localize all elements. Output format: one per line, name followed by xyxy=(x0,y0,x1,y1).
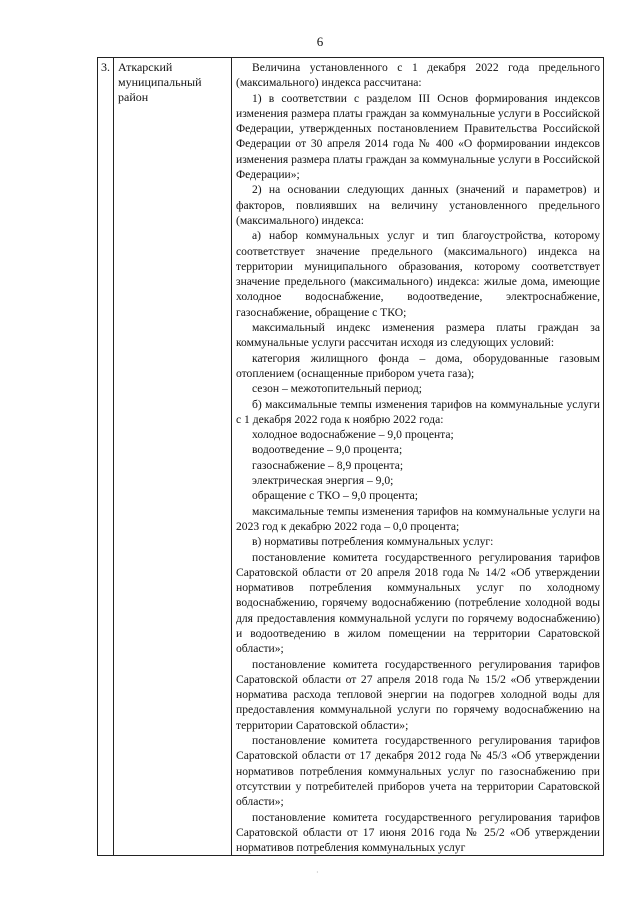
scan-mark: · xyxy=(316,868,319,877)
row-content xyxy=(232,58,604,856)
table-row xyxy=(98,58,604,856)
paragraph: а) набор коммунальных услуг и тип благоустройства, которому соответствует значение предельного (максимального) индекса на территории муниципального образования, которому соответствует значение предельного (максимального) индекса: жилые дома, имеющие холодное водоснабжение, водоотведение, электроснабжение, газоснабжение, обращение с ТКО; xyxy=(236,229,600,319)
paragraph: постановление комитета государственного регулирования тарифов Саратовской области от 17 декабря 2012 года № 45/3 «Об утверждении нормативов потребления коммунальных услуг по газоснабжению при отсутствии у потребителей приборов учета на территории Саратовской области»; xyxy=(236,734,600,809)
paragraph: постановление комитета государственного регулирования тарифов Саратовской области от 17 июня 2016 года № 25/2 «Об утверждении нормативов потребления коммунальных услуг xyxy=(236,810,600,855)
paragraph: 2) на основании следующих данных (значений и параметров) и факторов, повлиявших на величину установленного предельного (максимального) индекса: xyxy=(236,183,600,227)
paragraph: максимальный индекс изменения размера платы граждан за коммунальные услуги рассчитан исходя из следующих условий: xyxy=(236,321,600,350)
paragraph: водоотведение – 9,0 процента; xyxy=(252,443,403,457)
paragraph: категория жилищного фонда – дома, оборудованные газовым отоплением (оснащенные прибором учета газа); xyxy=(236,351,600,380)
paragraph: 1) в соответствии с разделом III Основ формирования индексов изменения размера платы граждан за коммунальные услуги в Российской Федерации, утвержденных постановлением Правительства Российской Федерации от 30 апреля 2014 года № 400 «О формировании индексов изменения размера платы граждан за коммунальные услуги в Российской Федерации»; xyxy=(236,91,600,182)
paragraph: б) максимальные темпы изменения тарифов на коммунальные услуги с 1 декабря 2022 года к ноябрю 2022 года: xyxy=(236,397,600,426)
paragraph: сезон – межотопительный период; xyxy=(252,382,422,396)
paragraph: максимальные темпы изменения тарифов на коммунальные услуги на 2023 год к декабрю 2022 года – 0,0 процента; xyxy=(236,504,600,533)
page-number: 6 xyxy=(316,34,324,49)
municipality-name: Аткарский муниципальный район xyxy=(114,58,232,856)
index-table xyxy=(97,57,604,856)
paragraph: Величина установленного с 1 декабря 2022 года предельного (максимального) индекса рассчитана: xyxy=(236,61,600,90)
paragraph: постановление комитета государственного регулирования тарифов Саратовской области от 20 апреля 2018 года № 14/2 «Об утверждении нормативов потребления коммунальных услуг по холодному водоснабжению, горячему водоснабжению (потребление холодной воды для предоставления коммунальной услуги по горячему водоснабжению) и водоотведению в жилом помещении на территории Саратовской области»; xyxy=(236,550,600,656)
paragraph: электрическая энергия – 9,0; xyxy=(252,474,394,488)
paragraph: в) нормативы потребления коммунальных услуг: xyxy=(252,535,494,549)
paragraph: постановление комитета государственного регулирования тарифов Саратовской области от 27 апреля 2018 года № 15/2 «Об утверждении норматива расхода тепловой энергии на подогрев холодной воды для предоставления коммунальной услуги по горячему водоснабжению на территории Саратовской области»; xyxy=(236,657,600,732)
row-number: 3. xyxy=(98,58,114,856)
paragraph: газоснабжение – 8,9 процента; xyxy=(252,458,404,472)
paragraph: обращение с ТКО – 9,0 процента; xyxy=(252,489,419,503)
paragraph: холодное водоснабжение – 9,0 процента; xyxy=(252,428,454,442)
